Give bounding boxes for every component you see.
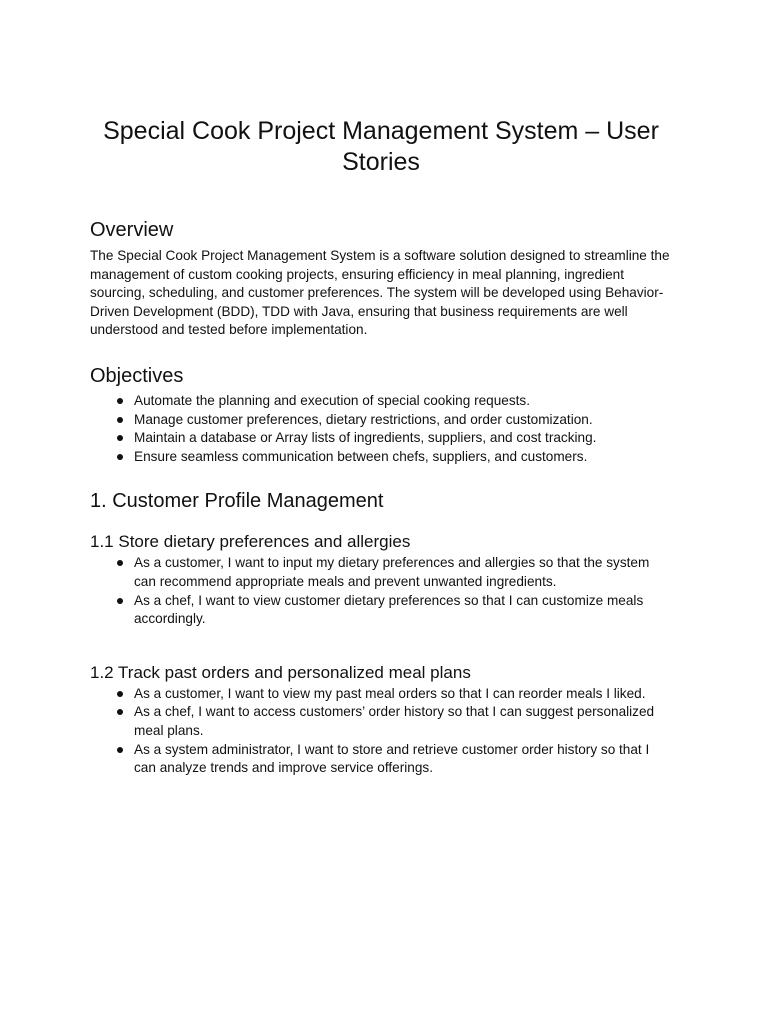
document-title: Special Cook Project Management System – User Stories: [103, 117, 659, 176]
subsection-heading-past-orders: 1.2 Track past orders and personalized meal plans: [90, 662, 471, 682]
bullet-icon: [117, 417, 123, 423]
user-story-item: [90, 685, 670, 704]
section-heading-customer-profile: 1. Customer Profile Management: [90, 490, 384, 513]
overview-heading: Overview: [90, 219, 174, 241]
dietary-stories-list: [90, 554, 670, 628]
bullet-icon: [117, 398, 123, 404]
objective-item: [90, 448, 670, 467]
bullet-icon: [117, 435, 123, 441]
objectives-heading: Objectives: [90, 364, 184, 387]
bullet-icon: [117, 598, 123, 604]
subsection-heading-dietary: 1.1 Store dietary preferences and allergies: [90, 532, 411, 552]
objective-item: [90, 411, 670, 430]
user-story-item: [90, 741, 670, 778]
objective-item: [90, 429, 670, 448]
user-story-text: As a chef, I want to access customers’ order history so that I can suggest personalized meal plans.: [134, 704, 655, 738]
bullet-icon: [117, 709, 123, 715]
objectives-list: [90, 392, 670, 466]
user-story-text: As a customer, I want to view my past meal orders so that I can reorder meals I liked.: [134, 685, 646, 701]
bullet-icon: [117, 747, 123, 753]
bullet-icon: [117, 560, 123, 566]
user-story-item: [90, 554, 670, 591]
objective-text: Automate the planning and execution of special cooking requests.: [134, 392, 530, 408]
objective-item: [90, 392, 670, 411]
user-story-item: [90, 703, 670, 740]
user-story-text: As a customer, I want to input my dietary preferences and allergies so that the system can recommend appropriate meals and prevent unwanted ingredients.: [134, 555, 650, 589]
past-orders-stories-list: [90, 685, 670, 778]
bullet-icon: [117, 691, 123, 697]
objective-text: Manage customer preferences, dietary restrictions, and order customization.: [134, 411, 593, 427]
user-story-text: As a system administrator, I want to store and retrieve customer order history so that I can analyze trends and improve service offerings.: [134, 741, 650, 776]
overview-paragraph: The Special Cook Project Management System is a software solution designed to streamline the management of custom cooking projects, ensuring efficiency in meal planning, ingredient sourcing, scheduling, and customer preferences. The system will be developed using Behavior-Driven Development (BDD), TDD with Java, ensuring that business requirements are well understood and tested before implementation.: [90, 248, 670, 338]
user-story-text: As a chef, I want to view customer dietary preferences so that I can customize meals accordingly.: [134, 592, 644, 627]
objective-text: Maintain a database or Array lists of ingredients, suppliers, and cost tracking.: [134, 430, 597, 446]
objective-text: Ensure seamless communication between chefs, suppliers, and customers.: [134, 448, 588, 464]
user-story-item: [90, 592, 670, 629]
bullet-icon: [117, 454, 123, 460]
